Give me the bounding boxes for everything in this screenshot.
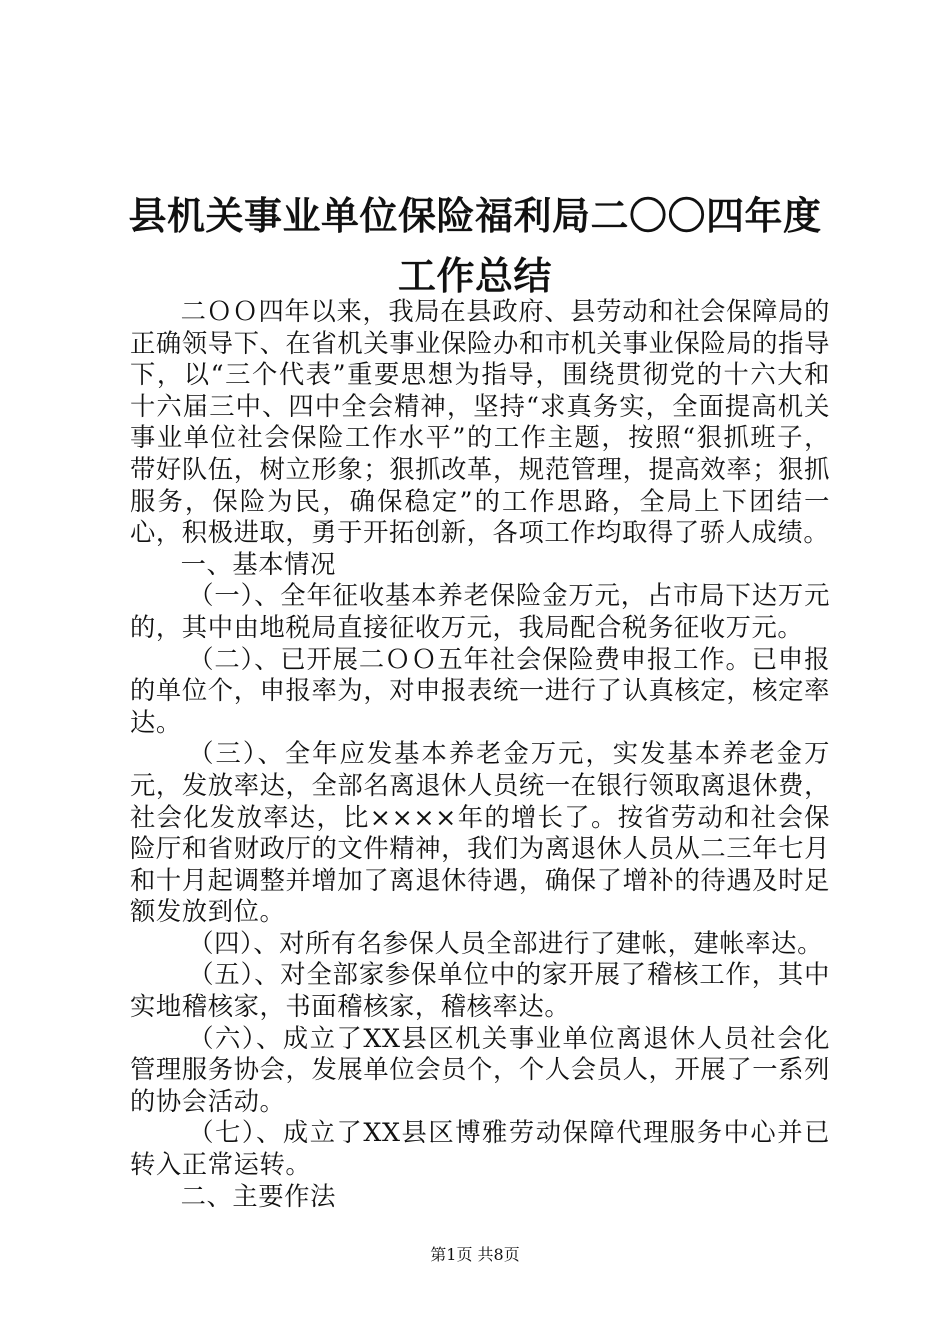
item-paragraph-1: （一）、全年征收基本养老保险金万元，占市局下达万元的，其中由地税局直接征收万元，我局配合税务征收万元。 — [130, 581, 830, 642]
item-paragraph-4: （四）、对所有名参保人员全部进行了建帐，建帐率达。 — [188, 928, 823, 958]
section-heading-main-practices: 二、主要作法 — [180, 1181, 336, 1211]
intro-paragraph: 二ＯＯ四年以来，我局在县政府、县劳动和社会保障局的正确领导下、在省机关事业保险办和市机关事业保险局的指导下，以“三个代表”重要思想为指导，围绕贯彻党的十六大和十六届三中、四中全会精神，坚持“求真务实，全面提高机关事业单位社会保险工作水平”的工作主题，按照“狠抓班子，带好队伍，树立形象；狠抓改革，规范管理，提高效率；狠抓服务，保险为民，确保稳定”的工作思路，全局上下团结一心，积极进取，勇于开拓创新，各项工作均取得了骄人成绩。 — [130, 297, 830, 548]
document-body — [130, 296, 830, 1212]
item-paragraph-5: （五）、对全部家参保单位中的家开展了稽核工作，其中实地稽核家，书面稽核家，稽核率达。 — [130, 960, 830, 1022]
document-title: 县机关事业单位保险福利局二〇〇四年度工作总结 — [128, 193, 822, 298]
item-paragraph-2: （二）、已开展二ＯＯ五年社会保险费申报工作。已申报的单位个，申报率为，对申报表统一进行了认真核定，核定率达。 — [130, 644, 830, 737]
section-heading-basic-situation: 一、基本情况 — [180, 549, 336, 579]
item-paragraph-6: （六）、成立了XX县区机关事业单位离退休人员社会化管理服务协会，发展单位会员个，个人会员人，开展了一系列的协会活动。 — [130, 1023, 830, 1116]
item-paragraph-3: （三）、全年应发基本养老金万元，实发基本养老金万元，发放率达，全部名离退休人员统一在银行领取离退休费，社会化发放率达，比××××年的增长了。按省劳动和社会保险厅和省财政厅的文件精神，我们为离退休人员从二三年七月和十月起调整并增加了离退休待遇，确保了增补的待遇及时足额发放到位。 — [130, 739, 830, 927]
item-paragraph-7: （七）、成立了XX县区博雅劳动保障代理服务中心并已转入正常运转。 — [130, 1118, 830, 1180]
page-number-footer: 第1页 共8页 — [430, 1245, 520, 1264]
